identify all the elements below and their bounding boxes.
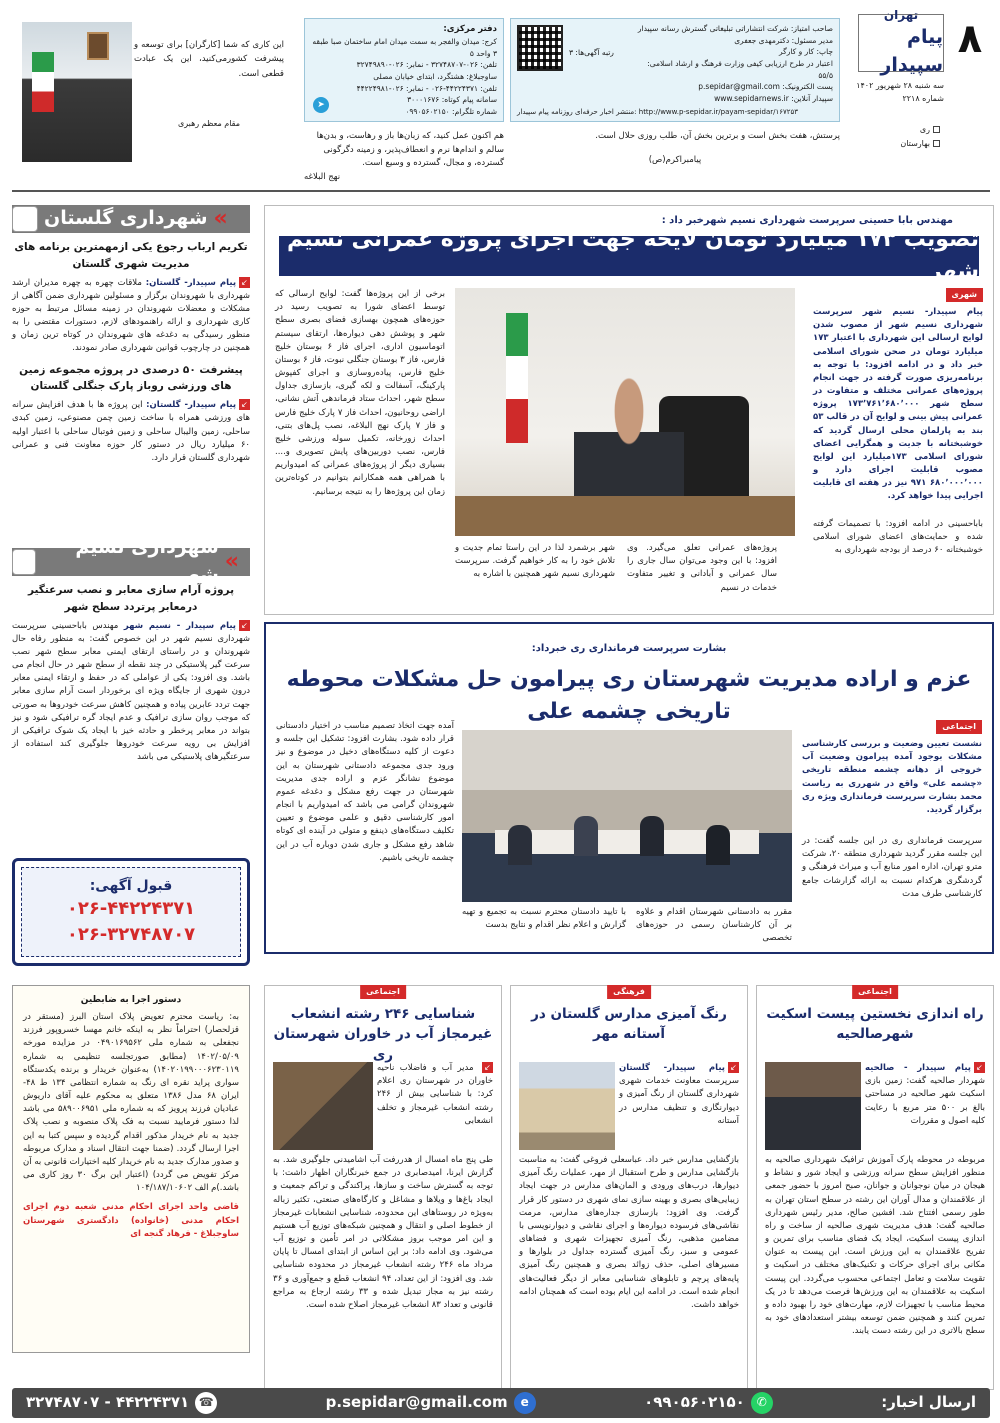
red-arrow-icon: ↙ <box>974 1062 985 1073</box>
publisher-line: پست الکترونیک: p.sepidar@gmail.com <box>698 82 833 92</box>
logo-city: تهران <box>883 7 919 22</box>
region-baharestan: بهارستان <box>880 137 940 151</box>
mini1-text-a: ↙پیام سپیدار - صالحیه شهردار صالحیه گفت: زمین بازی اسکیت شهر صالحیه در مساحتی بالغ بر ۵۰۰ متر مربع با رعایت کلیه اصول و مقررات <box>865 1063 986 1126</box>
story1-body-mid-a: پروژه‌های عمرانی تعلق می‌گیرد. وی افزود: با این وجود می‌توان سال جاری را سال عمرانی و آبادانی و تغییر متفاوت خدمات در نسیم <box>627 543 777 593</box>
portrait-frame <box>87 32 109 60</box>
leader-source: مقام معظم رهبری <box>177 119 240 128</box>
story2-lead: نشست تعیین وضعیت و بررسی کارشناسی مشکلات بوجود آمده پیرامون وضعیت آب خروجی از دهانه چشمه منطقه تاریخی «چشمه علی» واقع در شهرری به ریاست محمد بشارت سرپرست فرمانداری ویژه ری برگزار گردید. <box>802 739 982 815</box>
news-submission-footer <box>12 1388 990 1418</box>
nasim-emblem-icon <box>12 549 36 575</box>
office-title: دفتر مرکزی: <box>443 24 497 34</box>
story2-photo <box>462 730 792 902</box>
legal-notice <box>12 985 250 1353</box>
notice-signature: قاضی واحد اجرای احکام مدنی شعبه دوم اجرای احکام مدنی (خانواده) دادگستری شهرستان ساوجبلاغ - فرهاد گنجه ای <box>23 1202 239 1239</box>
logo-name: پیام سپیدار <box>880 26 943 76</box>
ad-inner <box>21 867 241 957</box>
golestan-header: » شهرداری گلستان <box>12 205 250 233</box>
story-nasim-budget <box>264 205 994 615</box>
ad-phone-1[interactable]: ۰۲۶-۴۴۲۲۴۳۷۱ <box>66 898 196 920</box>
golestan-section <box>12 205 250 465</box>
story1-headline: تصویب ۱۷۳ میلیارد تومان لایحه جهت اجرای پروژه عمرانی نسیم شهر <box>279 236 979 276</box>
story2-body-mid-b: با تایید دادستان محترم نسبت به تجمیع و تهیه گزارش و اعلام نظر اقدام و نتایج بدست <box>462 907 626 931</box>
mini1-text-b: مربوطه در محوطه پارک آموزش ترافیک شهرداری صالحیه به منظور افزایش سطح سرانه ورزشی و ایجاد شور و نشاط و هیجان در میان نوجوانان و جوانان، صبح امروز با حضور جمعی از علاقمندان و مدال آوران این رشته در سطح استان تهران به طور رسمی افتتاح شد. افشین صالح، مدیر رئیس شهرداری صالحیه گفت: هدف مدیریت شهری صالحیه از ساخت و راه اندازی پیست اسکیت، ایجاد یک فضای مناسب برای تمرین و تفریح علاقمندان به این ورزش است. این پیست به عنوان مکانی برای اجرای حرکات و تکنیک‌های مختلف در اسکیت و تقویت سلامت و تعامل اجتماعی محسوب می‌گردد. این پیست اسکیت به علاقمندان به این ورزش‌ها فرصت می‌دهد تا در یک محیط مناسب با تجهیزات لازم، مهارت‌های خود را بهبود داده و تمرین کنند و همچنین ضمن توسعه بیشتر استعدادهای خود به سطح بالاتری در این رشته دست یابند. <box>765 1155 985 1337</box>
story2-kicker: بشارت سرپرست فرمانداری ری خبرداد: <box>531 643 727 654</box>
mini3-headline: شناسایی ۲۴۶ رشته انشعاب غیرمجاز آب در خاوران شهرستان ری <box>273 1006 493 1063</box>
whatsapp-icon: ✆ <box>751 1392 773 1414</box>
leader-quote: این کاری که شما [کارگران] برای توسعه و پیشرفت کشورمی‌کنید، این یک عبادت قطعی است. <box>134 40 284 79</box>
red-arrow-icon: ↙ <box>239 399 250 410</box>
footer-label: ارسال اخبار: <box>881 1393 976 1412</box>
photo-person <box>640 816 664 856</box>
g2-text: ↙پیام سپیدار- گلستان: این پروژه ها با هدف افزایش سرانه های ورزشی همراه با ساخت زمین چمن مصنوعی، زمین کبدی ساحلی، زمین والیبال ساحلی و زمین فوتبال ساحلی با اعتبار اولیه ۶۰ میلیارد ریال در دستور کار حوزه معاونت فنی و عمرانی شهرداری گلستان قرار دارد. <box>12 400 250 463</box>
issue-date: سه شنبه ۲۸ شهریور ۱۴۰۲ <box>856 81 944 90</box>
hadith-2: هم اکنون عمل کنید، که زبان‌ها باز و رهاست، و بدن‌ها سالم و اندام‌ها نرم و انعطاف‌پذیر، و زمینه دگرگونی گسترده، و مجال، گسترده و وسیع است. نهج البلاغه <box>304 130 504 184</box>
mini2-category: فرهنگی <box>607 985 651 999</box>
story2-headline: عزم و اراده مدیریت شهرستان ری پیرامون حل مشکلات محوطه تاریخی چشمه علی <box>286 667 972 724</box>
story1-body-mid-b: شهر برشمرد لذا در این راستا تمام جدیت و تلاش خود را به کار خواهیم گرفت. سرپرست شهرداری نسیم شهر همچنین با اشاره به <box>455 543 615 580</box>
photo-flag <box>506 313 528 443</box>
g1-text: ↙پیام سپیدار- گلستان: ملاقات چهره به چهره مدیران ارشد شهرداری با شهروندان برگزار و مسئولین شهرداری ضمن آگاهی از مشکلات و معضلات شهروندان در زمینه مسائل مرتبط به حوزه کاری شهرداری و ارائه راهنمودهای لازم، دستورات مقتضی را به منظور رسیدگی به دغدغه های شهروندان در کوتاه ترین زمان و همچنین در چارچوب قوانین شهرداری صادر نمودند. <box>12 277 250 354</box>
email-icon: e <box>514 1392 536 1414</box>
office-line: ساوجبلاغ: هشتگرد، ابتدای خیابان مصلی <box>373 72 497 82</box>
leader-photo <box>22 22 132 162</box>
footer-phone[interactable]: ☎ ۳۲۷۴۸۷۰۷ - ۴۴۲۲۴۳۷۱ <box>26 1392 217 1414</box>
photo-person <box>574 816 598 856</box>
publisher-line: صاحب امتیاز: شرکت انتشاراتی تبلیغاتی گسترش رسانه سپیدار <box>637 24 833 33</box>
mini2-text-b: بازگشایی مدارس خبر داد. عباسعلی فروغی گفت: به مناسبت بازگشایی مدارس و طرح استقبال از مهر، عملیات رنگ آمیزی دیوارها، درب‌های ورودی و المان‌های مدارس در جهت ایجاد زیبایی‌های بصری و بهینه سازی نمای شهری در دستور کار قرار گرفت. وی افزود: بازسازی جداره‌های مدارس، مرمت نقاشی‌های فرسوده دیواره‌ها و اجرای نقاشی و دیوارنویسی با مضامین مذهبی، رنگ آمیزی تجهیزات شهری و فضاهای عمومی و سبز، رنگ آمیزی گسترده جداول در بلوارها و مسیرهای اصلی، حذف زوائد بصری و همچنین رنگ آمیزی پایه‌های پرچم و تابلوهای شناسایی معابر از دیگر فعالیت‌های انجام شده است. در ادامه این ایام بوده است که همچنان ادامه خواهد داشت. <box>519 1155 739 1310</box>
double-chevron-icon: » <box>224 549 240 575</box>
publisher-line: مدیر مسئول: دکترمهدی جعفری <box>734 35 833 45</box>
mini3-photo <box>273 1062 373 1150</box>
g1-title: تکریم ارباب رجوع یکی ازمهمترین برنامه های مدیریت شهری گلستان <box>14 241 248 270</box>
n1-title: پروژه آرام سازی معابر و نصب سرعتگیر درمعابر پرتردد سطح شهر <box>27 584 235 613</box>
leader-quote-box <box>18 18 288 168</box>
mini-story-schools <box>510 985 748 1390</box>
qr-code-icon <box>517 25 563 71</box>
ad-title: قبول آگهی: <box>89 877 173 894</box>
story1-photo <box>455 288 795 536</box>
office-line: کرج: میدان والفجر به سمت میدان امام ساختمان صبا طبقه ۳ واحد ۵ <box>312 37 497 58</box>
office-lines <box>311 36 497 117</box>
story1-body-left: برخی از این پروژه‌ها گفت: لوایح ارسالی که توسط اعضای شورا به تصویب رسید در حوزه‌های همچون بهسازی فضای بصری سطح شهر و پوشش دهی دیواره‌ها، ارتقای سیستم اتوماسیون اداری، اجرای فاز ۶ بوستان خلیج فارس، فاز ۳ بوستان جنگلی نبوت، فاز ۶ بوستان خلیج فارس، پیاده‌روسازی و اجرای کفپوش پارکینگ، آسفالت و لکه گیری، بازسازی جداول سطح شهر، احداث ستاد فرماندهی آتش نشانی، اراضی روحانیون، احداث فاز ۷ پارک خلیج فارس و فاز ۷ پارک نهج البلاغه، نصب پل‌های بتنی، احداث زورخانه، تکمیل سوله ورزشی خلیج فارس، نصب دوربین‌های پایش تصویری و.... بسیاری دیگر از پروژه‌های عمرانی که امیدواریم با همراهی همه همکارانم بتوانیم در کوتاه‌ترین زمان این پروژه‌ها را به نتیجه برسانیم. <box>275 289 445 497</box>
g2-title: پیشرفت ۵۰ درصدی در پروژه مجموعه زمین های ورزشی روباز پارک جنگلی گلستان <box>19 363 243 393</box>
hadith-1: پرستش، هفت بخش است و برترین بخش آن، طلب روزی حلال است. پیامبراکرم(ص) <box>510 130 840 167</box>
footer-whatsapp[interactable]: ✆ ۰۹۹۰۵۶۰۲۱۵۰ <box>644 1392 773 1414</box>
story1-category: شهری <box>946 288 983 302</box>
red-arrow-icon: ↙ <box>239 620 250 631</box>
notice-title: دستور اجرا به ضابطین <box>80 995 182 1005</box>
photo-person <box>508 825 532 865</box>
story-cheshmeh-ali <box>264 622 994 954</box>
red-arrow-icon: ↙ <box>482 1062 493 1073</box>
story2-body-left: آمده جهت اتخاذ تصمیم مناسب در اختیار دادستانی قرار داده شود. بشارت افزود: تشکیل این جلسه و دعوت از کلیه دستگاه‌های دخیل در موضوع و نیز ورود جدی مجموعه دادستانی شهرستان به این موضوع نشانگر عزم و اراده جدی مدیریت شهرستان در جهت رفع مشکل و دغدغه عموم شهروندان گرامی می باشد که امیدواریم با انجام امور کارشناسی دقیق و علمی موضوع و تعیین تکلیف دستگاه‌های ذینفع و متولی در آینده ای کوتاه شاهد رفع مشکل و جاری شدن دوباره آب در این چشمه تاریخی باشیم. <box>276 721 454 863</box>
checkbox-icon <box>933 126 940 133</box>
publisher-line: چاپ: کار و کارگر <box>779 47 833 57</box>
publisher-info-box <box>510 18 840 122</box>
central-office-box <box>304 18 504 122</box>
issue-number: شماره ۲۲۱۸ <box>902 93 944 103</box>
mini2-text-a: ↙پیام سپیدار- گلستان سرپرست معاونت خدمات شهری شهرداری گلستان از رنگ آمیزی و دیوارنگاری و تنظیف مدارس در آستانه <box>619 1063 739 1126</box>
mini3-text-b: طی پنج ماه امسال از هدررفت آب اشامیدنی جلوگیری شد. به گزارش ایرنا، امیدصابری در جمع خبرنگاران اظهار داشت: با توجه به گسترش ساخت و سازها، پراکندگی و تراکم جمعیت و ایجاد باغ‌ها و ویلاها و مشاغل و کارگاه‌های صنعتی، تکثیر زباله به‌ویژه در روستاهای این محدوده، شناسایی انشعابات غیرمجاز از خطوط اصلی و انتقال و همچنین شبکه‌های توزیع آب هستیم و این امر موجب بروز مشکلاتی در امر تأمین و توزیع آب می‌شود. وی ادامه داد: بر این اساس از ابتدای امسال تا پایان مرداد ماه ۲۴۶ رشته انشعاب غیرمجاز در محدوده شناسایی شد. وی افزود: از این تعداد، ۹۴ انشعاب قطع و جمع‌آوری و ۳۶ رشته نیز به مجاز تبدیل شده و ۳۳ رشته ارجاع به مراجع قانونی و تعداد ۸۳ انشعاب غیرمجاز اصلاح شده است. <box>273 1155 494 1310</box>
publisher-url[interactable]: منتشر اخبار حرفه‌ای روزنامه پیام سپیدار: http://www.p-sepidar.ir/payam-sepidar/۱۶۷۲۵۳ <box>517 108 799 117</box>
region-ray: ری <box>880 123 940 137</box>
office-line: شماره تلگرام: ۰۹۹۰۵۶۰۲۱۵۰ <box>405 106 497 116</box>
newspaper-logo <box>858 7 944 76</box>
mini2-headline: رنگ آمیزی مدارس گلستان در آستانه مهر <box>531 1006 727 1043</box>
story2-category: اجتماعی <box>936 720 982 734</box>
office-line: تلفن: ۰۲۶-۳۲۷۴۸۷۰۷ - نمابر: ۰۲۶-۳۲۷۴۹۸۹۰ <box>356 60 497 70</box>
golestan-emblem-icon <box>12 206 38 232</box>
publisher-line: اعتبار در طرح ارزیابی کیفی وزارت فرهنگ و ارشاد اسلامی: ۵۵/۵ <box>647 58 833 80</box>
page-number: ۸ <box>957 16 983 62</box>
hadith-1-source: پیامبراکرم(ص) <box>648 154 702 165</box>
office-line: تلفن: ۴۴۲۲۴۳۷۱-۰۲۶ - نمابر: ۰۲۶-۴۴۲۲۴۹۸۱ <box>356 83 497 93</box>
mini-story-skate <box>756 985 994 1390</box>
ad-phone-2[interactable]: ۰۲۶-۳۲۷۴۸۷۰۷ <box>66 924 196 946</box>
publisher-line: سپیدار آنلاین: www.sepidarnews.ir <box>714 93 833 103</box>
n1-text: ↙پیام سپیدار - نسیم شهر مهندس باباحسینی سرپرست شهرداری نسیم شهر در این خصوص گفت: به منظور رفاه حال شهروندان و در راستای ارتقای ایمنی معابر سطح شهر نصب سرعت گیر پلاستیکی در چند نقطه از سطح شهر در حال انجام می باشد. وی افزود: یکی از عواملی که در حفظ و ارتقاء ایمنی معابر درون شهری از جایگاه ویژه ای برخوردار است آرام سازی معابر جهت تردد عابرین پیاده و همچنین کاهش سرعت خودروها به صورتی که موجب روان سازی ترافیک و عدم ایجاد گره ترافیکی شود و نیز بتواند در معابر پرخطر و حادثه خیز با ایجاد یک شوک ترافیکی از افزایش بی رویه سرعت خودروها جلوگیری کند استفاده از سرعتگیرهای پلاستیکی می باشد <box>12 620 250 763</box>
double-chevron-icon: » <box>213 206 229 232</box>
story2-col-right <box>802 720 982 901</box>
publisher-lines <box>633 23 833 104</box>
telegram-icon[interactable]: ➤ <box>313 97 329 113</box>
photo-person <box>706 825 730 865</box>
nasim-header: » شهرداری نسیم شهر <box>12 548 250 576</box>
mini1-category: اجتماعی <box>852 985 898 999</box>
red-arrow-icon: ↙ <box>728 1062 739 1073</box>
ad-acceptance-box <box>12 858 250 966</box>
notice-body: به: ریاست محترم تعویض پلاک استان البرز (مستقر در قزلحصار) احتراماً نظر به اینکه خانم مهسا خسروپور فرزند نجفعلی به شماره ملی ۰۴۹۰۱۶۹۵۶۲ در مزایده مورخه ۱۴۰۲/۰۵/۰۹ (مطابق صورتجلسه تنظیمی به شماره ۱۴۰۲۰۱۹۹۰۰۰۶۲۳۰۱۱۹) به‌عنوان خریدار و برنده یکدستگاه سواری پراید نقره ای رنگ به شماره انتظامی ۱۳۴ ط ۴۸-ایران ۶۸ مدل ۱۳۸۶ متعلق به محکوم علیه آقای داریوش عبادیان فرزند پرویز که به شماره ملی ۵۸۹۰۰۶۹۵۱ می باشد لذا دستور فرمایید نسبت به فک پلاک منصوبه و نصب پلاک جدید به نام خریدار مذکور اقدام گردیده و سپس کتبا به این اجرا ارسال گردد. (ضمنا جهت انتقال اسناد و مدارک مربوطه و صدور مدارک جدید به نام خریدار کلیه اختیارات قانونی به آن مرکز تفویض می گردد) (اعتبار این برگ ۳۰ روز کاری می باشد.)م الف ۱۰۴/۱۸۷/۱۰۶۰۲ <box>23 1012 240 1194</box>
issue-date-box <box>854 80 944 106</box>
checkbox-icon <box>933 140 940 147</box>
mini1-photo <box>765 1062 861 1150</box>
phone-icon: ☎ <box>195 1392 217 1414</box>
hadith-2-source: نهج البلاغه <box>304 171 341 182</box>
red-arrow-icon: ↙ <box>239 277 250 288</box>
story2-body-right: سرپرست فرمانداری ری در این جلسه گفت: در این جلسه مقرر گردید شهرداری منطقه ۲۰، شرکت مترو تهران، اداره امور منابع آب و میراث فرهنگی و گردشگری هرکدام نسبت به ارائه گزارشات جامع کارشناسی طرف مدت <box>802 836 982 899</box>
story1-body-right: سرپرست شهرداری نسیم شهر از مصوب شدن لوایح ارسالی این شهرداری با اعتبار ۱۷۳ میلیارد تومان در صحن شورای اسلامی خبر داد و در ادامه افزود: با توجه به برنامه‌ریزی صورت گرفته در جهت انجام پروژه‌های عمرانی مختلف و متفاوت در سطح شهر ۱۷۳٬۷۶۱٬۶۸۰٬۰۰۰ پروژه عمرانی پیش بینی و لوایح آن در قالب ۵۳ بند به پارلمان محلی ارسال گردید که خوشبختانه با جدیت و همگرایی اعضای شورای اسلامی ۱۷۳میلیارد این لوایح مصوب قابلیت اجرای دارد و ۶۸۰٬۰۰۰٬۰۰۰ ۹۷۱ نیز در هفته ای قابلیت اجرایی پیدا خواهد کرد. <box>813 307 984 502</box>
office-line: سامانه پیام کوتاه: ۳۰۰۰۱۶۷۶ <box>407 95 497 105</box>
photo-desk <box>455 496 795 536</box>
story1-body-right-2: باباحسینی در ادامه افزود: با تصمیمات گرفته شده و حمایت‌های اعضای شورای اسلامی خوشبختانه ۶۰ درصد از بودجه شهرداری به <box>813 518 983 555</box>
footer-email[interactable]: e p.sepidar@gmail.com <box>326 1392 536 1414</box>
mini3-text-a: ↙ مدیر آب و فاضلاب ناحیه خاوران در شهرستان ری اعلام کرد: با شناسایی بیش از ۲۴۶ رشته انشعاب غیرمجاز و تخلف انشعابی <box>377 1063 493 1126</box>
region-checkboxes <box>880 123 940 150</box>
mini-story-water <box>264 985 502 1390</box>
mini2-photo <box>519 1062 615 1150</box>
mini3-category: اجتماعی <box>360 985 406 999</box>
mini1-headline: راه اندازی نخستین پیست اسکیت شهرصالحیه <box>766 1006 984 1043</box>
rank-label: رتبه آگهی‌ها: ۳ <box>569 48 614 57</box>
story1-kicker: مهندس بابا حسینی سرپرست شهرداری نسیم شهرخبر داد : <box>661 215 953 226</box>
story1-col-right: شهری پیام سپیدار- نسیم شهر سرپرست شهرداری نسیم شهر از مصوب شدن لوایح ارسالی این شهرداری با اعتبار ۱۷۳ میلیارد تومان در صحن شورای اسلامی خبر داد و در ادامه افزود: با توجه به برنامه‌ریزی صورت گرفته در جهت انجام پروژه‌های عمرانی مختلف و متفاوت در سطح شهر ۱۷۳٬۷۶۱٬۶۸۰٬۰۰۰ پروژه عمرانی پیش بینی و لوایح آن در قالب ۵۳ بند به پارلمان محلی ارسال گردید که خوشبختانه با جدیت و همگرایی اعضای شورای اسلامی ۱۷۳میلیارد این لوایح مصوب قابلیت اجرای دارد و ۶۸۰٬۰۰۰٬۰۰۰ ۹۷۱ نیز در هفته ای قابلیت اجرایی پیدا خواهد کرد. باباحسینی در ادامه افزود: با تصمیمات گرفته شده و حمایت‌های اعضای شورای اسلامی خوشبختانه ۶۰ درصد از بودجه شهرداری به <box>813 288 983 557</box>
iran-flag <box>32 52 54 112</box>
story2-body-mid-a: مقرر به دادستانی شهرستان اقدام و علاوه بر آن کارشناسان رسمی در حوزه‌های تخصصی <box>636 907 792 944</box>
nasim-section <box>12 536 250 764</box>
